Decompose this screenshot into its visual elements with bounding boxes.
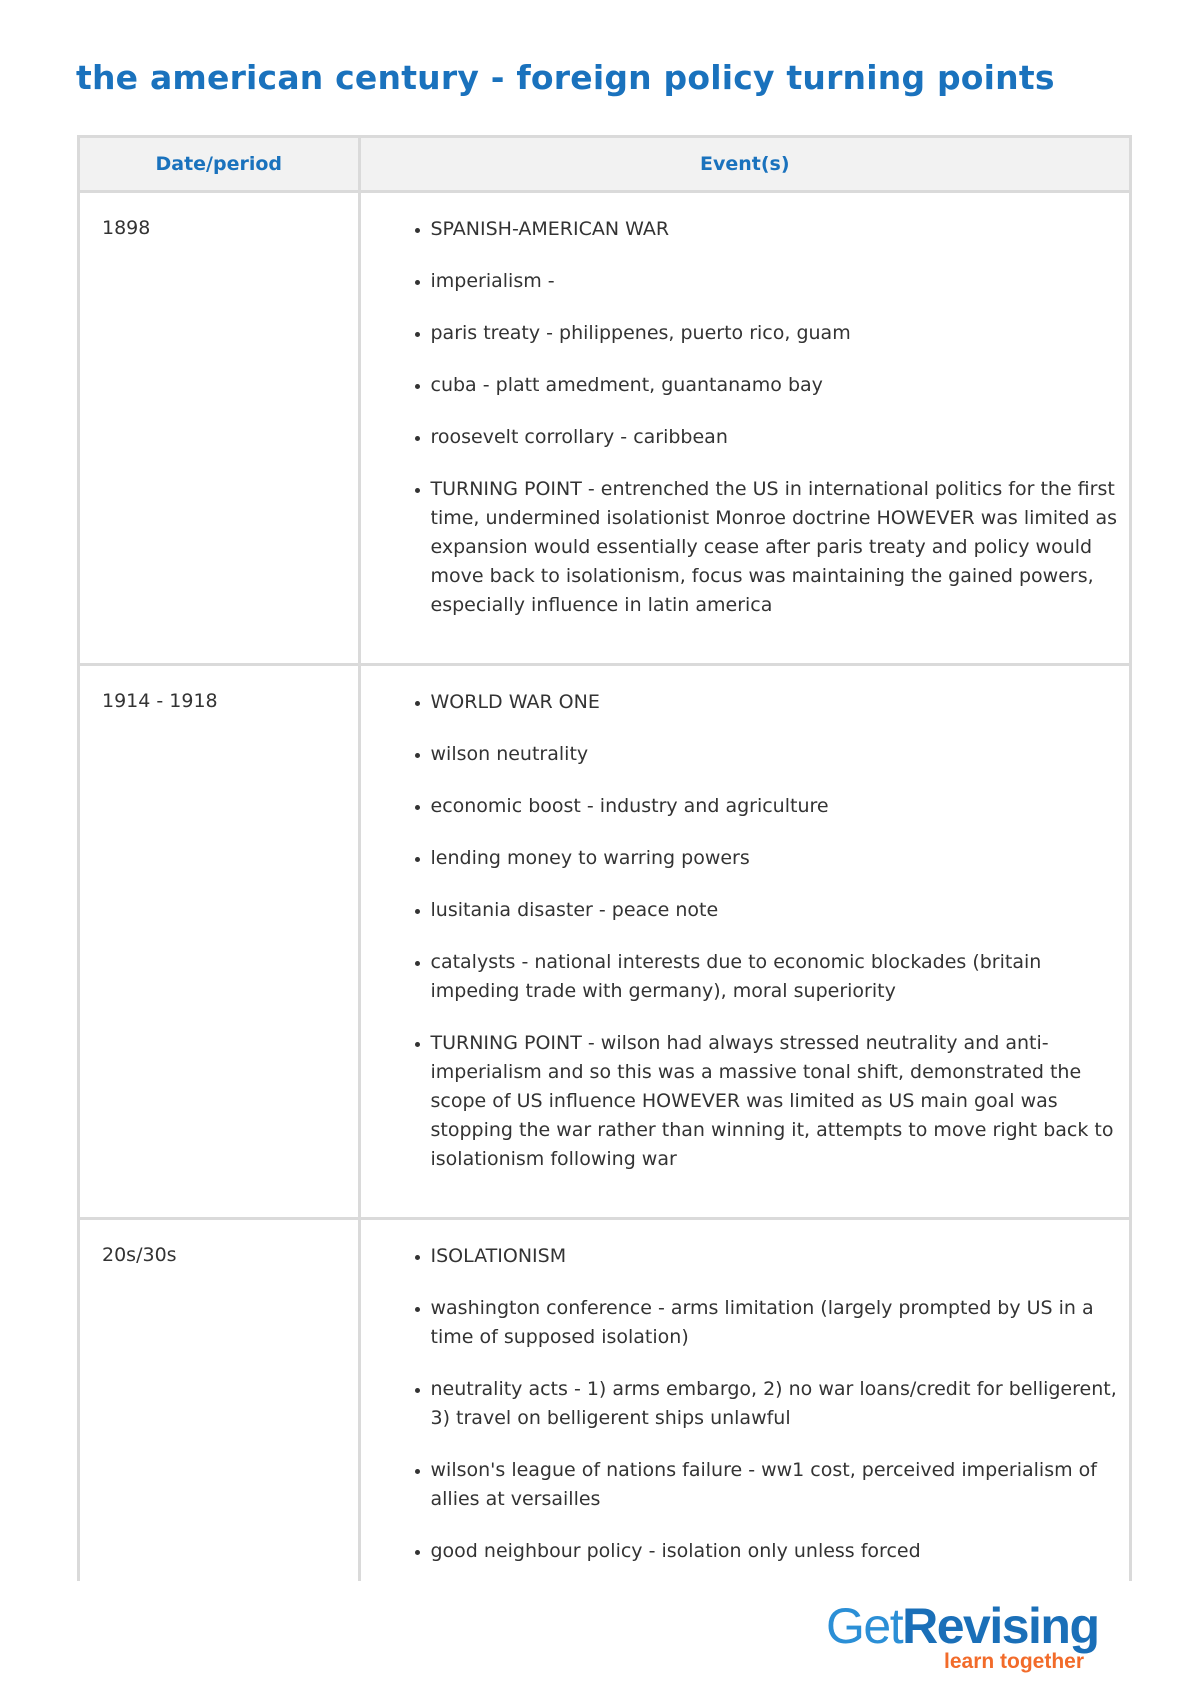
list-item: • wilson neutrality (431, 740, 1118, 769)
list-item: • cuba - platt amedment, guantanamo bay (431, 371, 1118, 400)
turning-points-table (80, 135, 1129, 1581)
table-header-row (80, 137, 1129, 192)
list-item: • TURNING POINT - wilson had always stressed neutrality and anti-imperialism and so this was a massive tonal shift, demonstrated the scope of US influence HOWEVER was limited as US main goal was stopping the war rather than winning it, attempts to move right back to isolationism following war (431, 1029, 1118, 1174)
list-item: • washington conference - arms limitation (largely prompted by US in a time of supposed isolation) (431, 1294, 1118, 1352)
list-item: • roosevelt corrollary - caribbean (431, 423, 1118, 452)
events-list (361, 215, 1118, 620)
events-cell (359, 665, 1129, 1219)
list-item: • WORLD WAR ONE (431, 688, 1118, 717)
header-events: Event(s) (359, 137, 1129, 192)
list-item: • SPANISH-AMERICAN WAR (431, 215, 1118, 244)
getrevising-logo (826, 1598, 1126, 1672)
header-date-period: Date/period (80, 137, 359, 192)
list-item: • good neighbour policy - isolation only unless forced (431, 1537, 1118, 1566)
list-item: • imperialism - (431, 267, 1118, 296)
date-cell: 20s/30s (80, 1219, 359, 1582)
events-list (361, 1242, 1118, 1566)
events-cell (359, 192, 1129, 665)
logo-wordmark (826, 1598, 1099, 1654)
table-row (80, 192, 1129, 665)
table-row (80, 1219, 1129, 1582)
date-cell: 1914 - 1918 (80, 665, 359, 1219)
list-item: • wilson's league of nations failure - ww1 cost, perceived imperialism of allies at versailles (431, 1456, 1118, 1514)
turning-points-table-container (77, 135, 1132, 1581)
page-title: the american century - foreign policy turning points (76, 58, 1055, 97)
list-item: • paris treaty - philippenes, puerto rico, guam (431, 319, 1118, 348)
list-item: • lusitania disaster - peace note (431, 896, 1118, 925)
list-item: • catalysts - national interests due to economic blockades (britain impeding trade with germany), moral superiority (431, 948, 1118, 1006)
logo-revising-text: Revising (902, 1598, 1099, 1654)
list-item: • lending money to warring powers (431, 844, 1118, 873)
events-cell (359, 1219, 1129, 1582)
logo-tagline: learn together (944, 1650, 1085, 1673)
date-cell: 1898 (80, 192, 359, 665)
table-row (80, 665, 1129, 1219)
list-item: • neutrality acts - 1) arms embargo, 2) no war loans/credit for belligerent, 3) travel on belligerent ships unlawful (431, 1375, 1118, 1433)
list-item: • ISOLATIONISM (431, 1242, 1118, 1271)
logo-get-text: Get (826, 1598, 903, 1654)
list-item: • TURNING POINT - entrenched the US in international politics for the first time, undermined isolationist Monroe doctrine HOWEVER was limited as expansion would essentially cease after paris treaty and policy would move back to isolationism, focus was maintaining the gained powers, especially influence in latin america (431, 475, 1118, 620)
events-list (361, 688, 1118, 1174)
list-item: • economic boost - industry and agriculture (431, 792, 1118, 821)
